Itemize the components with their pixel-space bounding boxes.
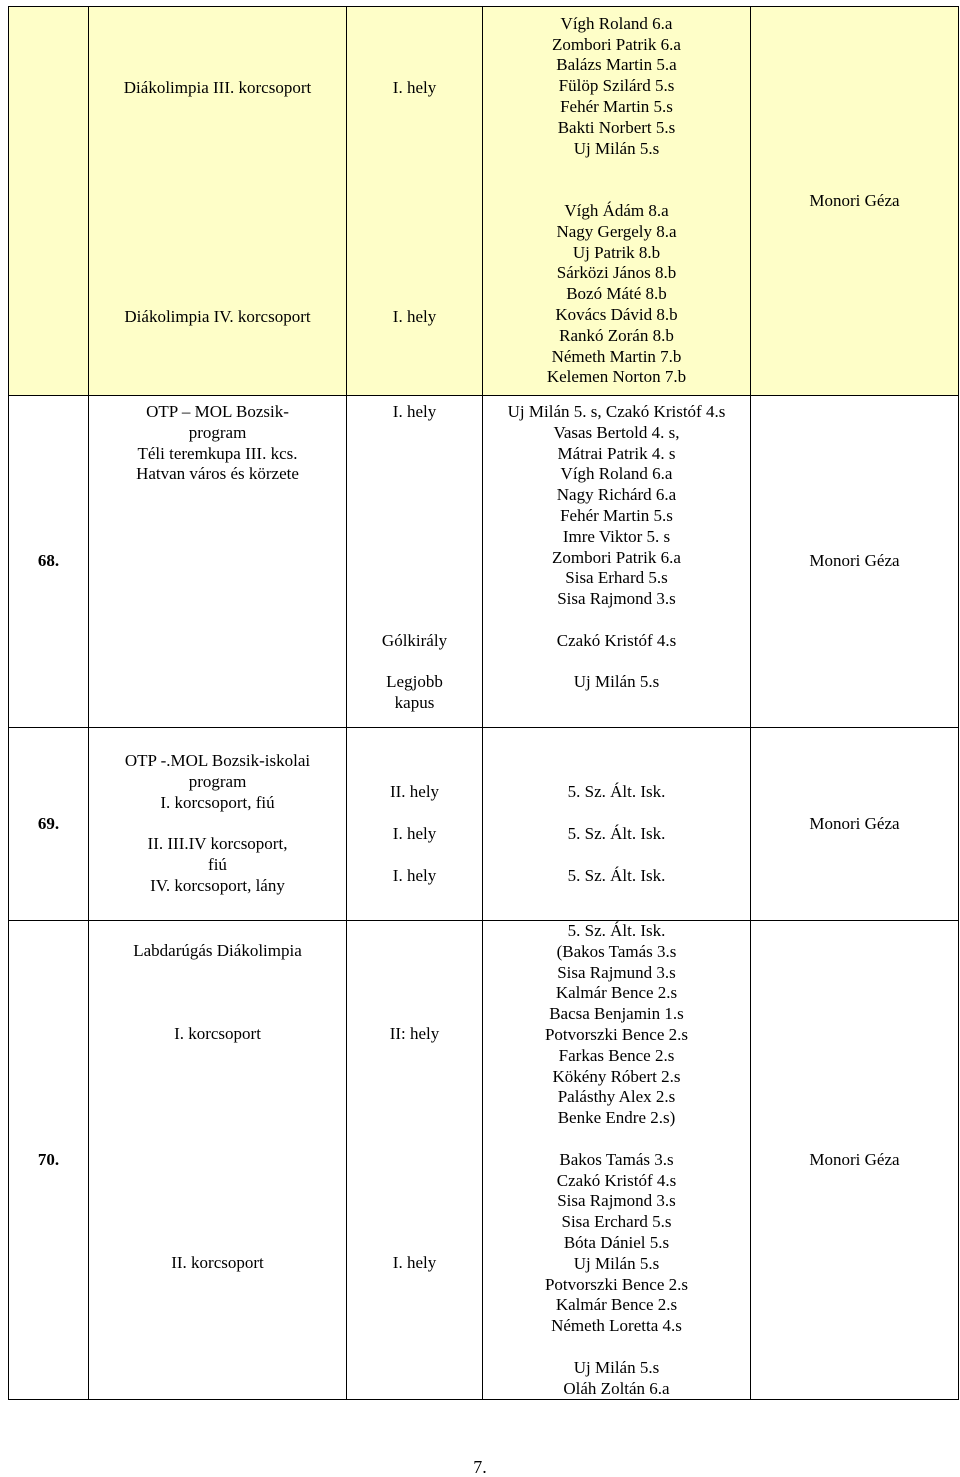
- placement-cell: [347, 728, 483, 921]
- participant: Bozó Máté 8.b: [566, 284, 667, 304]
- participant: Zombori Patrik 6.a: [552, 547, 681, 567]
- participant: Palásthy Alex 2.s: [557, 1087, 676, 1107]
- participant: Imre Viktor 5. s: [562, 526, 671, 546]
- participant: Kalmár Bence 2.s: [555, 983, 678, 1003]
- participants-cell: [483, 7, 751, 396]
- participant: Rankó Zorán 8.b: [559, 325, 674, 345]
- participant: Czakó Kristóf 4.s: [556, 1170, 677, 1190]
- placement: I. hely: [392, 307, 437, 326]
- event-name-line: Hatvan város és körzete: [136, 464, 299, 484]
- participant: Kökény Róbert 2.s: [552, 1066, 681, 1086]
- category: I. korcsoport, fiú: [160, 792, 275, 812]
- participant: Vígh Ádám 8.a: [564, 201, 669, 220]
- school: 5. Sz. Ált. Isk.: [567, 824, 666, 843]
- category: II. korcsoport: [171, 1252, 264, 1272]
- participant: Sisa Erhard 5.s: [565, 568, 668, 588]
- event-name-line: OTP – MOL Bozsik-: [146, 402, 289, 421]
- event-name-line: program: [188, 772, 247, 791]
- participant: Sárközi János 8.b: [556, 263, 677, 283]
- row-number: 69.: [37, 813, 60, 833]
- award-label: kapus: [394, 693, 435, 713]
- row-70: [9, 921, 959, 1400]
- event-cell: [89, 728, 347, 921]
- award-winner: Czakó Kristóf 4.s: [556, 630, 677, 650]
- participant: Vígh Roland 6.a: [560, 464, 673, 484]
- page-number: 7.: [473, 1457, 487, 1477]
- participant: Fülöp Szilárd 5.s: [558, 76, 675, 96]
- placement: I. hely: [392, 402, 437, 421]
- row-number: 70.: [37, 1149, 60, 1169]
- participant: 5. Sz. Ált. Isk.: [567, 921, 666, 940]
- participant: Mátrai Patrik 4. s: [557, 443, 676, 463]
- row-number-cell: [9, 396, 89, 728]
- participants-cell: [483, 396, 751, 728]
- participant: Németh Loretta 4.s: [551, 1316, 682, 1336]
- participant: Sisa Rajmond 3.s: [557, 589, 676, 609]
- event-name: Labdarúgás Diákolimpia: [133, 941, 302, 960]
- placement: I. hely: [392, 824, 437, 843]
- participant: Potvorszki Bence 2.s: [544, 1274, 689, 1294]
- participant: Uj Patrik 8.b: [572, 242, 661, 262]
- row-number-cell: [9, 921, 89, 1400]
- row-continued: [9, 7, 959, 396]
- participant: Sisa Erchard 5.s: [561, 1212, 672, 1232]
- placement-cell: [347, 7, 483, 396]
- coach-cell: [751, 7, 959, 396]
- event-name: Diákolimpia IV. korcsoport: [124, 307, 311, 326]
- participants-cell: [483, 728, 751, 921]
- event-name-line: program: [188, 422, 247, 442]
- participant: Benke Endre 2.s): [557, 1108, 676, 1128]
- participant: Uj Milán 5. s, Czakó Kristóf 4.s: [507, 402, 726, 421]
- participant: Oláh Zoltán 6.a: [563, 1378, 670, 1398]
- participant: Németh Martin 7.b: [551, 346, 682, 366]
- placement: II. hely: [389, 782, 440, 802]
- participant: Bakos Tamás 3.s: [559, 1149, 674, 1169]
- participant: Bakti Norbert 5.s: [557, 117, 676, 137]
- participant: Kalmár Bence 2.s: [555, 1295, 678, 1315]
- placement: I. hely: [392, 1252, 437, 1272]
- event-cell: [89, 7, 347, 396]
- coach-name: Monori Géza: [809, 813, 900, 833]
- row-number-cell: [9, 728, 89, 921]
- participant: Sisa Rajmund 3.s: [557, 962, 676, 982]
- placement: I. hely: [392, 865, 437, 885]
- award-label: Gólkirály: [381, 630, 448, 650]
- school: 5. Sz. Ált. Isk.: [567, 782, 666, 802]
- category: fiú: [208, 855, 227, 875]
- participant: Bóta Dániel 5.s: [563, 1232, 670, 1252]
- results-table: [8, 6, 959, 1400]
- placement-cell: [347, 921, 483, 1400]
- coach-cell: [751, 396, 959, 728]
- coach-name: Monori Géza: [809, 1149, 900, 1169]
- participant: Fehér Martin 5.s: [560, 505, 673, 525]
- coach-cell: [751, 921, 959, 1400]
- participant: Bacsa Benjamin 1.s: [549, 1004, 684, 1024]
- participant: Uj Milán 5.s: [573, 1357, 660, 1377]
- participant: Uj Milán 5.s: [573, 138, 660, 158]
- participant: Nagy Richárd 6.a: [556, 485, 677, 505]
- participants-cell: [483, 921, 751, 1400]
- coach-name: Monori Géza: [809, 551, 900, 571]
- row-69: [9, 728, 959, 921]
- placement-cell: [347, 396, 483, 728]
- participant: Vígh Roland 6.a: [560, 13, 673, 33]
- coach-name: Monori Géza: [809, 190, 900, 210]
- participant: Farkas Bence 2.s: [558, 1045, 675, 1065]
- school: 5. Sz. Ált. Isk.: [567, 865, 666, 885]
- participant: Balázs Martin 5.a: [556, 55, 677, 75]
- participant: Potvorszki Bence 2.s: [544, 1024, 689, 1044]
- placement: II: hely: [389, 1024, 440, 1044]
- category: IV. korcsoport, lány: [150, 875, 285, 895]
- event-cell: [89, 921, 347, 1400]
- category: I. korcsoport: [174, 1024, 261, 1044]
- participant: Vasas Bertold 4. s,: [553, 422, 680, 442]
- row-68: [9, 396, 959, 728]
- placement: I. hely: [392, 78, 437, 98]
- award-winner: Uj Milán 5.s: [573, 672, 660, 692]
- row-number-cell: [9, 7, 89, 396]
- participant: Nagy Gergely 8.a: [556, 221, 677, 241]
- participant: Sisa Rajmond 3.s: [557, 1191, 676, 1211]
- category: II. III.IV korcsoport,: [147, 834, 288, 854]
- event-name-line: Téli teremkupa III. kcs.: [137, 443, 298, 463]
- row-number: 68.: [37, 551, 60, 571]
- event-cell: [89, 396, 347, 728]
- event-name-line: OTP -.MOL Bozsik-iskolai: [124, 751, 311, 771]
- participant: Uj Milán 5.s: [573, 1253, 660, 1273]
- award-label: Legjobb: [386, 672, 443, 692]
- participant: (Bakos Tamás 3.s: [556, 941, 677, 961]
- participant: Fehér Martin 5.s: [560, 97, 673, 117]
- participant: Zombori Patrik 6.a: [552, 34, 681, 54]
- coach-cell: [751, 728, 959, 921]
- participant: Kelemen Norton 7.b: [546, 367, 687, 387]
- event-name: Diákolimpia III. korcsoport: [123, 78, 312, 98]
- participant: Kovács Dávid 8.b: [555, 304, 678, 324]
